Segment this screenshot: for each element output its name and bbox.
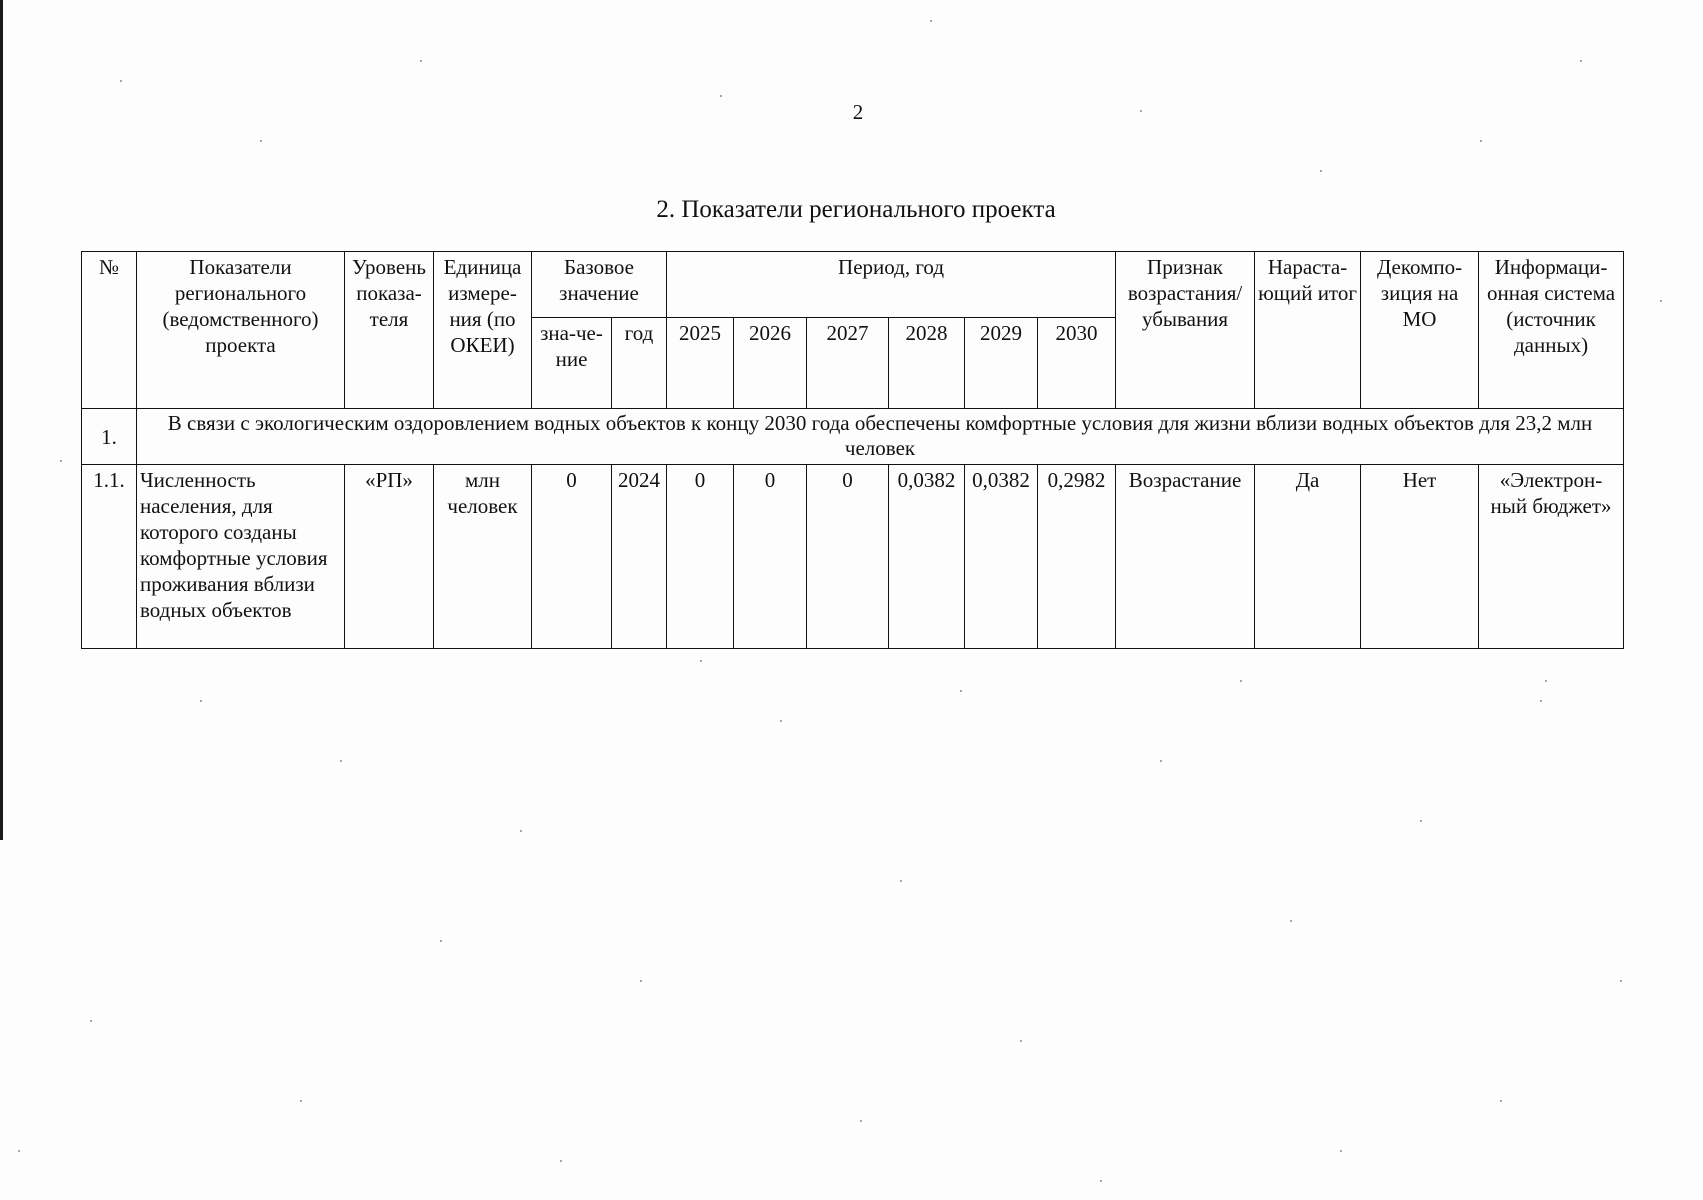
header-base: Базовое значение	[532, 252, 667, 318]
row-value-2025: 0	[667, 465, 734, 649]
header-year: 2028	[889, 318, 965, 409]
header-year: 2029	[965, 318, 1038, 409]
row-decomposition: Нет	[1361, 465, 1479, 649]
header-period: Период, год	[667, 252, 1116, 318]
row-value-2029: 0,0382	[965, 465, 1038, 649]
row-value-2026: 0	[734, 465, 807, 649]
row-num: 1.1.	[82, 465, 137, 649]
page-number: 2	[852, 100, 864, 124]
row-value-2030: 0,2982	[1038, 465, 1116, 649]
scan-edge	[0, 0, 3, 840]
row-base-year: 2024	[612, 465, 667, 649]
row-trend: Возрастание	[1116, 465, 1255, 649]
row-unit: млн человек	[434, 465, 532, 649]
header-unit: Единица измере-ния (по ОКЕИ)	[434, 252, 532, 409]
row-info-system: «Электрон-ный бюджет»	[1479, 465, 1624, 649]
header-base-value: зна-че-ние	[532, 318, 612, 409]
row-value-2027: 0	[807, 465, 889, 649]
indicators-table	[81, 251, 1624, 649]
header-base-year: год	[612, 318, 667, 409]
goal-row-text: В связи с экологическим оздоровлением водных объектов к концу 2030 года обеспечены комфортные условия для жизни вблизи водных объектов для 23,2 млн человек	[137, 409, 1624, 465]
row-cumulative: Да	[1255, 465, 1361, 649]
header-decomposition: Декомпо-зиция на МО	[1361, 252, 1479, 409]
row-level: «РП»	[345, 465, 434, 649]
section-title: 2. Показатели регионального проекта	[656, 196, 1056, 223]
header-num: №	[82, 252, 137, 409]
header-cumulative: Нараста-ющий итог	[1255, 252, 1361, 409]
header-indicator: Показатели регионального (ведомственного) проекта	[137, 252, 345, 409]
header-year: 2025	[667, 318, 734, 409]
header-info-system: Информаци-онная система (источник данных)	[1479, 252, 1624, 409]
header-year: 2026	[734, 318, 807, 409]
header-year: 2030	[1038, 318, 1116, 409]
header-year: 2027	[807, 318, 889, 409]
row-indicator: Численность населения, для которого созданы комфортные условия проживания вблизи водных объектов	[137, 465, 345, 649]
goal-row	[82, 409, 1624, 465]
goal-row-num: 1.	[82, 409, 137, 465]
row-value-2028: 0,0382	[889, 465, 965, 649]
row-base-value: 0	[532, 465, 612, 649]
header-level: Уровень показа-теля	[345, 252, 434, 409]
table-row	[82, 465, 1624, 649]
header-trend: Признак возрастания/ убывания	[1116, 252, 1255, 409]
